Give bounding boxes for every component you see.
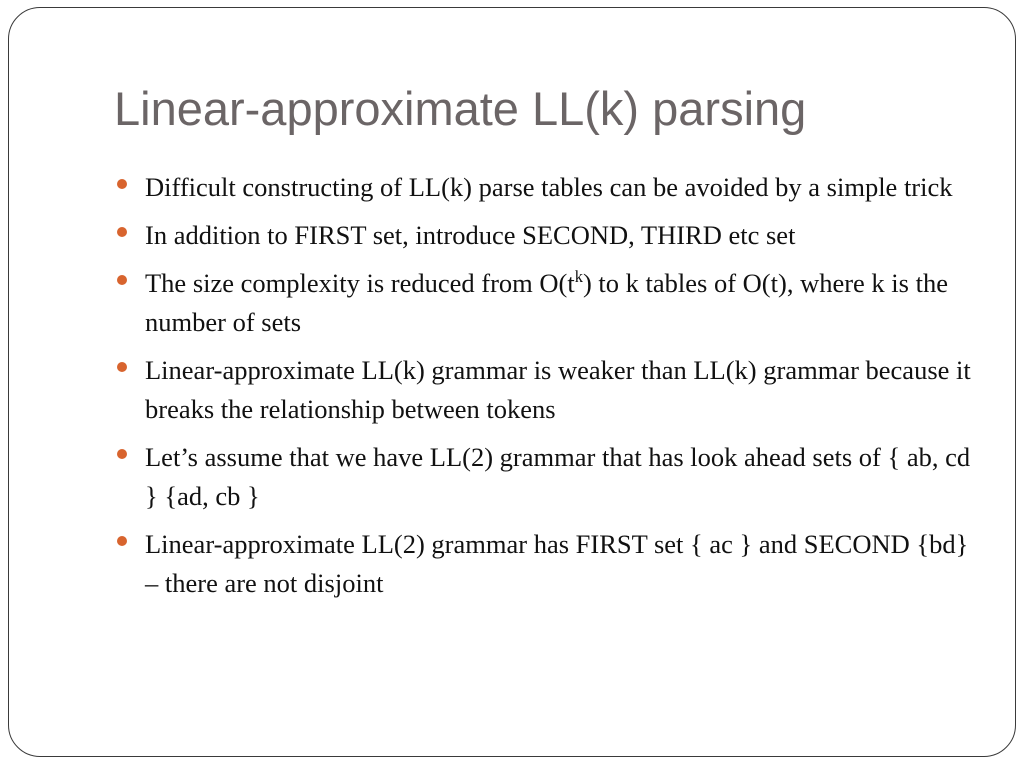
bullet-text: Difficult constructing of LL(k) parse tables can be avoided by a simple trick	[145, 172, 953, 202]
bullet-dot-icon	[117, 179, 127, 189]
bullet-text: Let’s assume that we have LL(2) grammar that has look ahead sets of { ab, cd } {ad, cb }	[145, 442, 971, 511]
bullet-list	[114, 168, 974, 612]
bullet-item	[114, 525, 974, 603]
bullet-text	[145, 264, 974, 342]
bullet-item	[114, 168, 974, 207]
bullet-dot-icon	[117, 362, 127, 372]
bullet-text: Linear-approximate LL(k) grammar is weaker than LL(k) grammar because it breaks the relationship between tokens	[145, 355, 971, 424]
bullet-item	[114, 438, 974, 516]
bullet-dot-icon	[117, 227, 127, 237]
superscript-k: k	[574, 266, 583, 286]
slide-title: Linear-approximate LL(k) parsing	[114, 82, 807, 135]
bullet-dot-icon	[117, 536, 127, 546]
bullet-dot-icon	[117, 275, 127, 285]
bullet-text: In addition to FIRST set, introduce SECOND, THIRD etc set	[145, 220, 796, 250]
bullet-text-after-superscript: ) to k tables of O(t), where k is the number of sets	[145, 268, 948, 337]
bullet-item	[114, 216, 974, 255]
bullet-dot-icon	[117, 449, 127, 459]
bullet-item	[114, 351, 974, 429]
bullet-text-before-superscript: The size complexity is reduced from O(t	[145, 268, 575, 298]
bullet-item	[114, 264, 974, 342]
bullet-text: Linear-approximate LL(2) grammar has FIRST set { ac } and SECOND {bd} – there are not disjoint	[145, 529, 969, 598]
